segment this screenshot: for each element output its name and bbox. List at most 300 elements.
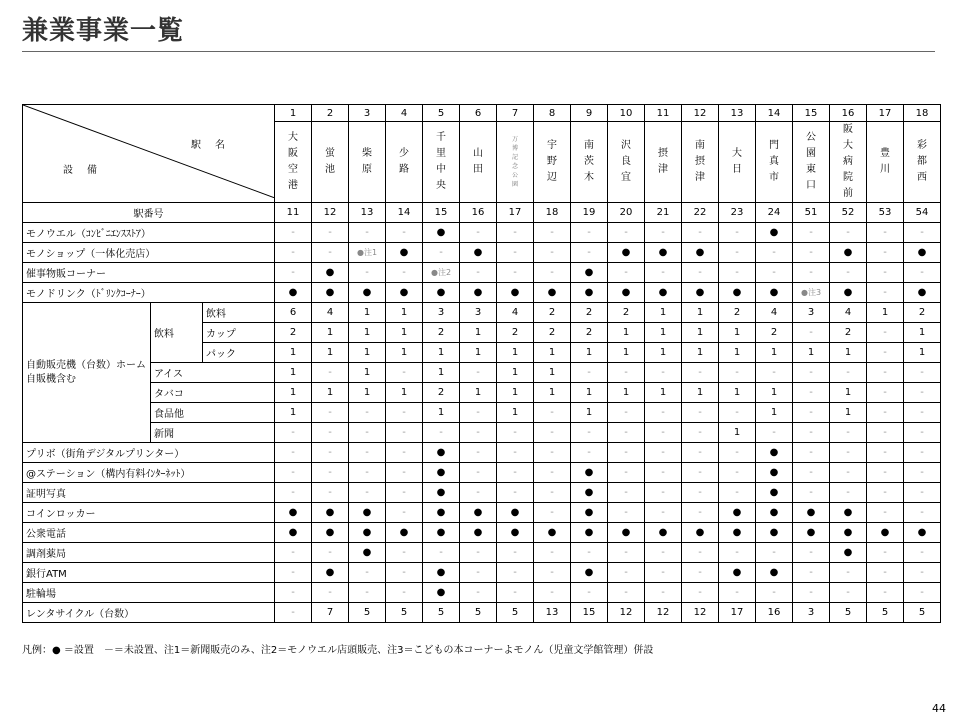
facility-cell: -: [867, 503, 904, 523]
facility-label: @ステーション（構内有料ｲﾝﾀｰﾈｯﾄ）: [23, 463, 275, 483]
facility-cell: -: [867, 243, 904, 263]
facility-cell: 17: [719, 603, 756, 623]
vending-cell: 1: [349, 383, 386, 403]
facility-cell: -: [867, 443, 904, 463]
facility-cell: ●: [460, 283, 497, 303]
facility-cell: -: [645, 263, 682, 283]
facility-cell: -: [386, 563, 423, 583]
facility-cell: -: [682, 443, 719, 463]
facility-cell: ●: [830, 243, 867, 263]
facility-cell: -: [497, 583, 534, 603]
facility-cell: -: [867, 283, 904, 303]
vending-cell: 1: [275, 383, 312, 403]
facility-cell: ●: [904, 523, 941, 543]
station-code: 53: [867, 203, 904, 223]
facility-cell: -: [608, 443, 645, 463]
facility-cell: ●: [719, 563, 756, 583]
vending-cell: 2: [571, 303, 608, 323]
vending-cell: -: [645, 423, 682, 443]
vending-cell: 1: [423, 363, 460, 383]
station-name: 大 阪 空 港: [275, 122, 312, 203]
facility-cell: -: [830, 563, 867, 583]
facility-label: 公衆電話: [23, 523, 275, 543]
station-name: 南 茨 木: [571, 122, 608, 203]
vending-cell: 2: [534, 303, 571, 323]
facility-cell: 5: [830, 603, 867, 623]
facility-cell: ●: [497, 283, 534, 303]
facility-cell: ●: [756, 563, 793, 583]
station-number: 13: [719, 105, 756, 122]
table-corner-header: [23, 105, 275, 203]
facility-cell: ●: [423, 443, 460, 463]
vending-cell: 2: [608, 303, 645, 323]
vending-cell: 1: [830, 383, 867, 403]
vending-cell: -: [867, 363, 904, 383]
facility-cell: ●: [275, 523, 312, 543]
facility-cell: -: [571, 443, 608, 463]
vending-cell: -: [571, 423, 608, 443]
vending-cell: 1: [682, 383, 719, 403]
facility-cell: ●: [423, 283, 460, 303]
station-number: 2: [312, 105, 349, 122]
facility-cell: 12: [608, 603, 645, 623]
facility-cell: -: [349, 583, 386, 603]
facility-cell: 12: [682, 603, 719, 623]
vending-sub-label: 飲料: [203, 303, 275, 323]
facility-cell: ●: [793, 523, 830, 543]
facility-cell: ●: [460, 503, 497, 523]
facility-cell: ●: [312, 263, 349, 283]
facility-cell: 13: [534, 603, 571, 623]
facility-cell: -: [719, 583, 756, 603]
facility-cell: 3: [793, 603, 830, 623]
page-number: 44: [932, 702, 946, 715]
corner-station-label: 駅名: [191, 140, 239, 151]
vending-cell: 1: [349, 303, 386, 323]
facility-cell: ●: [571, 483, 608, 503]
facility-cell: -: [349, 483, 386, 503]
vending-cell: 1: [497, 363, 534, 383]
vending-cell: 1: [534, 363, 571, 383]
facility-cell: ●: [534, 283, 571, 303]
corner-facility-label: 設備: [63, 165, 111, 176]
facility-cell: ●: [756, 223, 793, 243]
facility-cell: -: [645, 443, 682, 463]
vending-cell: -: [645, 403, 682, 423]
table-row: [23, 283, 941, 303]
vending-cell: 1: [645, 303, 682, 323]
vending-cell: -: [756, 363, 793, 383]
facility-cell: -: [386, 583, 423, 603]
facility-cell: -: [497, 443, 534, 463]
station-number: 16: [830, 105, 867, 122]
vending-cell: 1: [682, 323, 719, 343]
facility-cell: -: [682, 583, 719, 603]
vending-cell: 2: [534, 323, 571, 343]
facility-cell: ●: [904, 283, 941, 303]
facility-cell: -: [830, 263, 867, 283]
facility-cell: -: [534, 443, 571, 463]
vending-cell: -: [460, 423, 497, 443]
facility-cell: -: [534, 503, 571, 523]
facility-cell: ●: [682, 283, 719, 303]
vending-cell: 1: [275, 363, 312, 383]
facility-cell: -: [682, 503, 719, 523]
facility-cell: -: [682, 563, 719, 583]
station-code: 20: [608, 203, 645, 223]
station-name: 沢 良 宜: [608, 122, 645, 203]
vending-cell: -: [312, 363, 349, 383]
facility-cell: -: [534, 223, 571, 243]
facility-cell: -: [534, 543, 571, 563]
vending-cell: 2: [756, 323, 793, 343]
station-name: 公 園 東 口: [793, 122, 830, 203]
facility-cell: -: [497, 543, 534, 563]
vending-cell: -: [830, 363, 867, 383]
vending-cell: -: [756, 423, 793, 443]
station-code: 24: [756, 203, 793, 223]
vending-cell: -: [608, 363, 645, 383]
facility-cell: -: [904, 583, 941, 603]
facility-cell: ●: [349, 283, 386, 303]
vending-cell: -: [793, 383, 830, 403]
vending-cell: 1: [349, 343, 386, 363]
facility-cell: -: [460, 263, 497, 283]
vending-cell: -: [497, 423, 534, 443]
facility-label: 銀行ATM: [23, 563, 275, 583]
vending-cell: 1: [867, 303, 904, 323]
facility-cell: ●: [349, 543, 386, 563]
facility-cell: -: [386, 503, 423, 523]
vending-cell: 1: [645, 383, 682, 403]
facility-cell: ●: [571, 283, 608, 303]
facility-cell: ●: [571, 523, 608, 543]
facility-cell: -: [497, 563, 534, 583]
vending-cell: 1: [719, 383, 756, 403]
vending-drink-label: 飲料: [151, 303, 203, 363]
page-title: 兼業事業一覧: [22, 16, 185, 46]
facility-cell: -: [312, 463, 349, 483]
facility-cell: ●: [312, 283, 349, 303]
station-name: 阪 大 病 院 前: [830, 122, 867, 203]
facility-cell: -: [682, 543, 719, 563]
station-name: 千 里 中 央: [423, 122, 460, 203]
station-number: 8: [534, 105, 571, 122]
vending-cell: -: [534, 403, 571, 423]
station-number: 18: [904, 105, 941, 122]
facility-cell: -: [386, 483, 423, 503]
facility-cell: -: [719, 263, 756, 283]
facility-cell: ●: [275, 283, 312, 303]
facility-cell: -: [608, 503, 645, 523]
facility-cell: -: [571, 543, 608, 563]
facility-cell: -: [312, 483, 349, 503]
table-row: [23, 523, 941, 543]
vending-cell: -: [423, 423, 460, 443]
vending-cell: 1: [608, 383, 645, 403]
facility-cell: -: [756, 543, 793, 563]
facility-cell: -: [830, 583, 867, 603]
table-row: [23, 463, 941, 483]
facility-cell: 5: [386, 603, 423, 623]
table-row: [23, 443, 941, 463]
vending-cell: 1: [312, 343, 349, 363]
vending-cell: -: [608, 403, 645, 423]
vending-sub-label: 新聞: [151, 423, 275, 443]
facility-cell: -: [719, 463, 756, 483]
facility-cell: -: [349, 563, 386, 583]
vending-cell: 1: [756, 403, 793, 423]
vending-cell: 1: [904, 343, 941, 363]
station-name: 宇 野 辺: [534, 122, 571, 203]
facility-cell: ●: [756, 523, 793, 543]
vending-cell: -: [386, 403, 423, 423]
vending-cell: 1: [349, 363, 386, 383]
vending-cell: 1: [645, 343, 682, 363]
facility-cell: -: [460, 543, 497, 563]
facility-cell: -: [571, 243, 608, 263]
vending-cell: -: [793, 423, 830, 443]
vending-cell: 4: [497, 303, 534, 323]
facility-cell: -: [867, 583, 904, 603]
facility-cell: -: [904, 483, 941, 503]
facility-label: 催事物販コーナー: [23, 263, 275, 283]
table-row: [23, 483, 941, 503]
facility-cell: -: [534, 263, 571, 283]
facility-cell: -: [867, 543, 904, 563]
vending-cell: 1: [460, 323, 497, 343]
vending-cell: 1: [571, 383, 608, 403]
facility-cell: -: [830, 483, 867, 503]
vending-cell: -: [460, 403, 497, 423]
facility-cell: ●: [349, 523, 386, 543]
station-number: 11: [645, 105, 682, 122]
facility-cell: ●: [645, 243, 682, 263]
facility-cell: -: [793, 263, 830, 283]
facility-cell: -: [275, 583, 312, 603]
facility-cell: -: [904, 223, 941, 243]
vending-cell: 1: [460, 343, 497, 363]
vending-cell: 3: [460, 303, 497, 323]
facility-cell: -: [349, 463, 386, 483]
vending-cell: 1: [423, 403, 460, 423]
station-code: 51: [793, 203, 830, 223]
station-number: 5: [423, 105, 460, 122]
facility-cell: ●: [423, 463, 460, 483]
facility-cell: ●: [386, 523, 423, 543]
station-number: 4: [386, 105, 423, 122]
facility-cell: -: [645, 563, 682, 583]
station-number: 10: [608, 105, 645, 122]
vending-cell: -: [645, 363, 682, 383]
facility-cell: 5: [904, 603, 941, 623]
facility-cell: ●注2: [423, 263, 460, 283]
table-row: [23, 243, 941, 263]
facility-cell: ●: [756, 443, 793, 463]
facility-cell: -: [904, 503, 941, 523]
vending-cell: 1: [349, 323, 386, 343]
facility-cell: -: [312, 543, 349, 563]
facility-cell: ●: [830, 543, 867, 563]
facility-cell: -: [682, 223, 719, 243]
vending-cell: 1: [682, 303, 719, 323]
vending-cell: 1: [460, 383, 497, 403]
facility-cell: ●注3: [793, 283, 830, 303]
facility-cell: -: [719, 443, 756, 463]
facility-cell: ●: [830, 503, 867, 523]
vending-cell: 1: [608, 323, 645, 343]
facility-cell: -: [867, 223, 904, 243]
vending-sub-label: カップ: [203, 323, 275, 343]
facility-cell: ●: [571, 503, 608, 523]
facility-cell: -: [275, 243, 312, 263]
station-code: 18: [534, 203, 571, 223]
vending-cell: -: [867, 343, 904, 363]
facility-cell: ●: [571, 463, 608, 483]
station-code: 17: [497, 203, 534, 223]
table-row: [23, 543, 941, 563]
facility-cell: -: [571, 583, 608, 603]
facility-cell: -: [275, 443, 312, 463]
vending-row: [23, 303, 941, 323]
table-row: [23, 583, 941, 603]
vending-cell: 1: [756, 383, 793, 403]
station-number: 3: [349, 105, 386, 122]
facility-cell: -: [497, 243, 534, 263]
facility-cell: ●: [386, 243, 423, 263]
vending-row: [23, 383, 941, 403]
station-number: 9: [571, 105, 608, 122]
vending-cell: 1: [275, 343, 312, 363]
facility-cell: -: [423, 243, 460, 263]
facility-cell: ●: [719, 523, 756, 543]
facility-cell: ●: [719, 503, 756, 523]
vending-cell: -: [867, 383, 904, 403]
facility-cell: ●: [423, 583, 460, 603]
facility-cell: -: [756, 243, 793, 263]
facility-label: プリボ（街角デジタルプリンター）: [23, 443, 275, 463]
facility-cell: 5: [349, 603, 386, 623]
vending-cell: -: [460, 363, 497, 383]
facility-cell: -: [312, 583, 349, 603]
facility-cell: -: [275, 263, 312, 283]
vending-cell: -: [386, 423, 423, 443]
facility-cell: -: [497, 263, 534, 283]
facility-cell: ●: [349, 503, 386, 523]
facility-cell: ●: [645, 283, 682, 303]
facility-cell: -: [645, 223, 682, 243]
facility-cell: ●: [756, 483, 793, 503]
facility-cell: -: [719, 243, 756, 263]
vending-cell: -: [349, 423, 386, 443]
facility-cell: -: [460, 463, 497, 483]
facility-cell: ●: [423, 503, 460, 523]
facility-cell: -: [275, 563, 312, 583]
table-row: [23, 263, 941, 283]
facility-cell: ●: [830, 523, 867, 543]
facility-cell: -: [571, 223, 608, 243]
facility-cell: -: [386, 463, 423, 483]
facility-cell: 5: [867, 603, 904, 623]
vending-cell: 1: [719, 423, 756, 443]
vending-row: [23, 363, 941, 383]
station-code: 15: [423, 203, 460, 223]
station-code-row: [23, 203, 941, 223]
station-name: 蛍 池: [312, 122, 349, 203]
vending-cell: -: [904, 423, 941, 443]
facility-cell: -: [312, 443, 349, 463]
station-code: 19: [571, 203, 608, 223]
facility-cell: -: [645, 583, 682, 603]
facility-cell: 16: [756, 603, 793, 623]
facility-cell: -: [904, 563, 941, 583]
facility-cell: -: [756, 583, 793, 603]
facility-cell: ●: [608, 283, 645, 303]
vending-sub-label: タバコ: [151, 383, 275, 403]
table-row: [23, 223, 941, 243]
facility-cell: -: [867, 463, 904, 483]
vending-cell: -: [793, 363, 830, 383]
station-name: 山 田: [460, 122, 497, 203]
vending-cell: -: [312, 403, 349, 423]
facility-cell: -: [608, 463, 645, 483]
facility-cell: -: [793, 543, 830, 563]
facility-cell: -: [756, 263, 793, 283]
vending-cell: -: [793, 403, 830, 423]
station-code: 14: [386, 203, 423, 223]
facility-cell: -: [867, 263, 904, 283]
facility-cell: -: [534, 463, 571, 483]
vending-cell: -: [386, 363, 423, 383]
facility-cell: -: [830, 443, 867, 463]
facility-cell: -: [719, 543, 756, 563]
station-name: 豊 川: [867, 122, 904, 203]
facility-cell: -: [793, 243, 830, 263]
facility-cell: -: [645, 463, 682, 483]
facility-cell: -: [830, 223, 867, 243]
table-row: [23, 603, 941, 623]
station-code: 13: [349, 203, 386, 223]
facility-cell: -: [793, 583, 830, 603]
facility-cell: -: [645, 483, 682, 503]
vending-cell: -: [904, 363, 941, 383]
vending-cell: 1: [312, 323, 349, 343]
facility-cell: -: [349, 223, 386, 243]
facility-cell: -: [349, 443, 386, 463]
facility-label: モノドリンク（ﾄﾞﾘﾝｸｺｰﾅｰ）: [23, 283, 275, 303]
vending-cell: -: [904, 403, 941, 423]
station-name: 柴 原: [349, 122, 386, 203]
facility-cell: -: [497, 483, 534, 503]
facility-label: モノウエル（ｺﾝﾋﾞﾆｴﾝｽｽﾄｱ）: [23, 223, 275, 243]
vending-row: [23, 403, 941, 423]
facility-cell: -: [497, 463, 534, 483]
vending-cell: -: [830, 423, 867, 443]
facility-cell: -: [904, 443, 941, 463]
facility-cell: -: [460, 443, 497, 463]
facility-cell: 5: [423, 603, 460, 623]
vending-cell: 1: [830, 403, 867, 423]
facility-cell: -: [534, 563, 571, 583]
station-number: 15: [793, 105, 830, 122]
vending-cell: 1: [497, 383, 534, 403]
vending-cell: 2: [830, 323, 867, 343]
facility-cell: -: [645, 543, 682, 563]
vending-cell: 4: [312, 303, 349, 323]
station-number: 7: [497, 105, 534, 122]
facility-cell: -: [275, 543, 312, 563]
vending-cell: -: [719, 403, 756, 423]
